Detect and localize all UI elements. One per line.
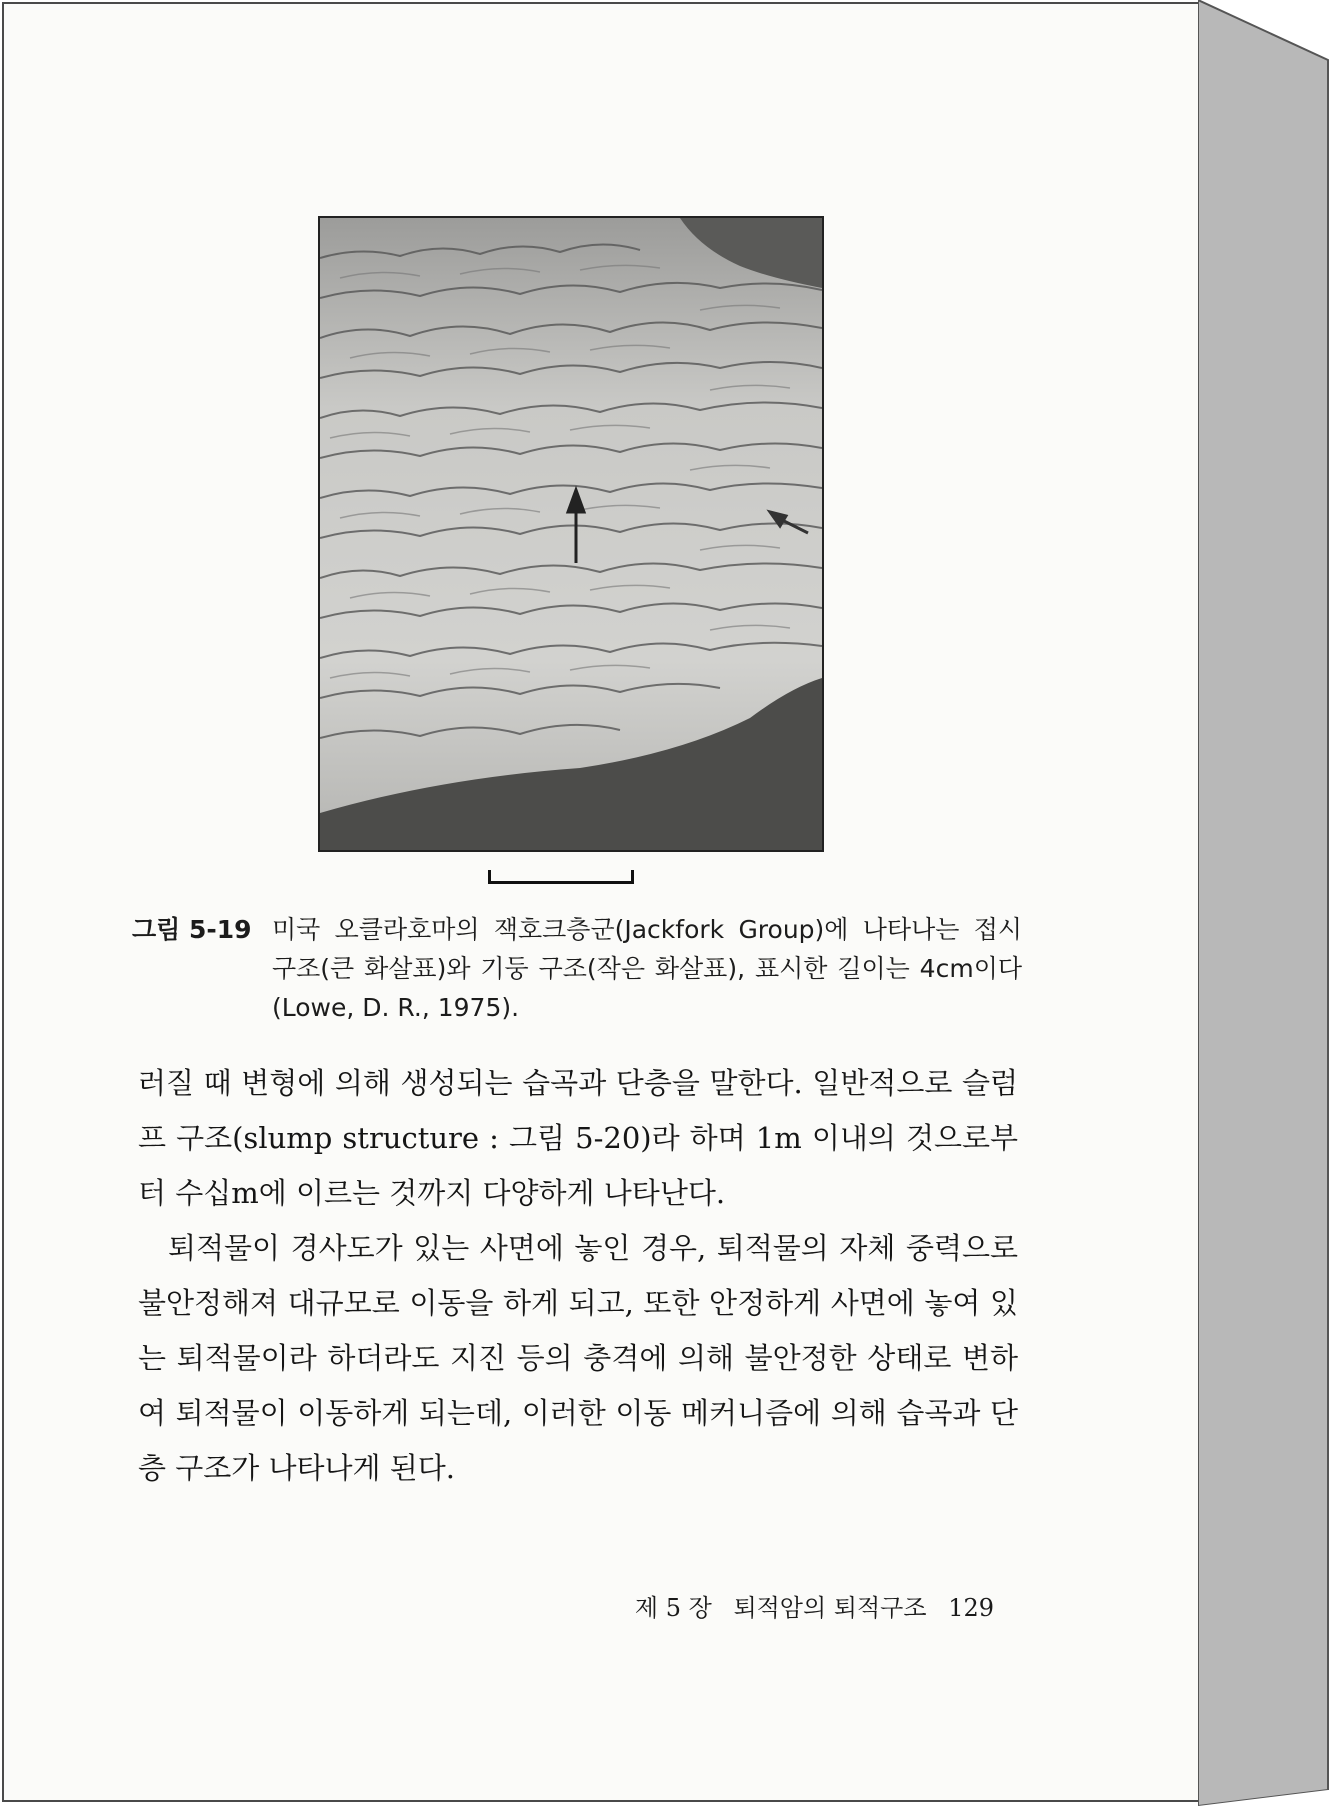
book-page: [2, 2, 1200, 1802]
page-number: 129: [948, 1594, 994, 1622]
running-footer: [614, 1588, 994, 1623]
scale-bar: [488, 870, 634, 884]
paragraph-1: 러질 때 변형에 의해 생성되는 습곡과 단층을 말한다. 일반적으로 슬럼프 구조(slump structure : 그림 5-20)라 하며 1m 이내의 것으로부터 수십m에 이르는 것까지 다양하게 나타난다.: [138, 1066, 1018, 1210]
book-edge: [1198, 0, 1343, 1806]
dish-structure-photo: [320, 218, 822, 850]
body-text: [138, 1056, 1018, 1496]
chapter-number: 제 5 장: [634, 1594, 712, 1622]
rock-photograph: [318, 216, 824, 852]
figure-label: 그림 5-19: [132, 915, 252, 944]
paragraph-2: 퇴적물이 경사도가 있는 사면에 놓인 경우, 퇴적물의 자체 중력으로 불안정해져 대규모로 이동을 하게 되고, 또한 안정하게 사면에 놓여 있는 퇴적물이라 하더라도 지진 등의 충격에 의해 불안정한 상태로 변하여 퇴적물이 이동하게 되는데, 이러한 이동 메커니즘에 의해 습곡과 단층 구조가 나타나게 된다.: [138, 1231, 1018, 1485]
figure-caption: [132, 910, 1022, 1027]
figure-caption-text: 미국 오클라호마의 잭호크층군(Jackfork Group)에 나타나는 접시 구조(큰 화살표)와 기둥 구조(작은 화살표), 표시한 길이는 4cm이다(Lowe, D. R., 1975).: [272, 915, 1022, 1022]
chapter-title: 퇴적암의 퇴적구조: [733, 1594, 927, 1622]
